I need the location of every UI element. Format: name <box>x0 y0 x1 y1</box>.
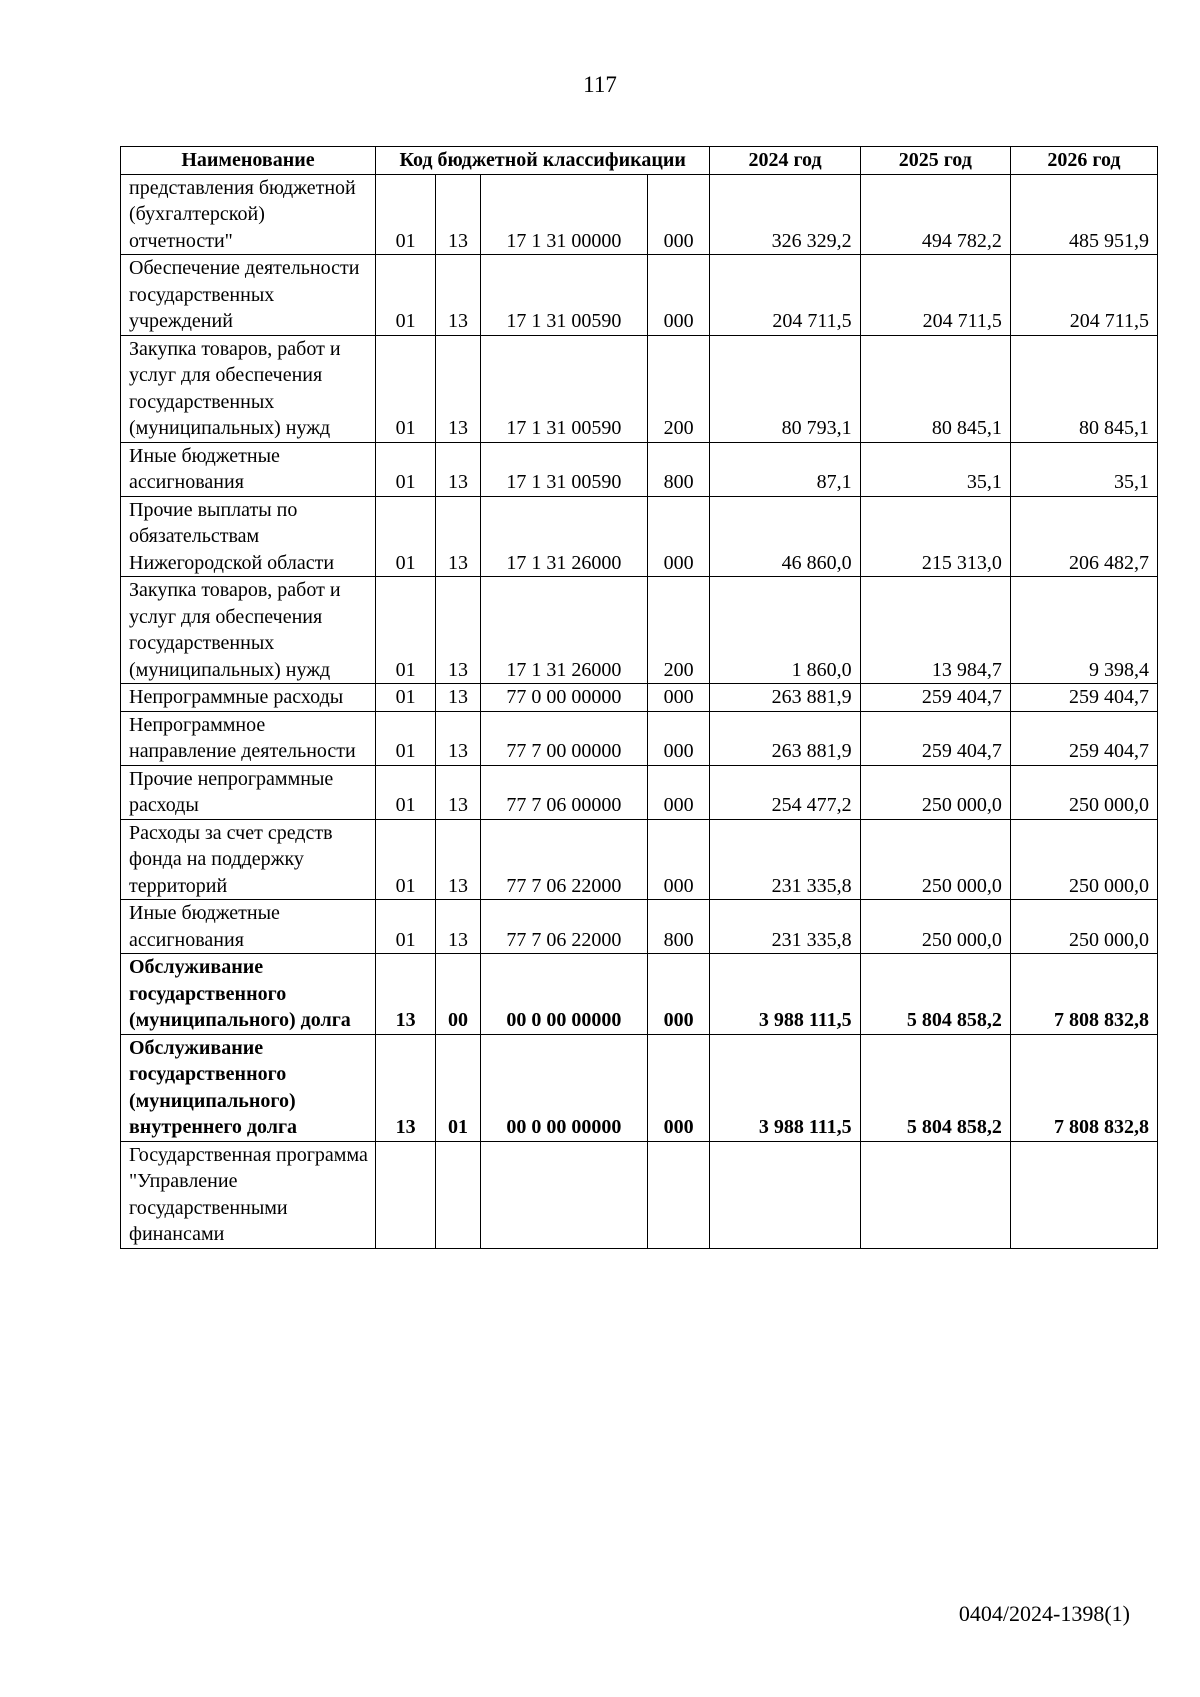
value-2026: 7 808 832,8 <box>1010 954 1157 1035</box>
code-section: 01 <box>376 900 436 954</box>
value-2025: 250 000,0 <box>860 765 1010 819</box>
table-row <box>121 174 1158 255</box>
value-2026: 250 000,0 <box>1010 819 1157 900</box>
value-2025: 494 782,2 <box>860 174 1010 255</box>
value-2024: 231 335,8 <box>710 819 860 900</box>
document-code: 0404/2024-1398(1) <box>958 1601 1130 1626</box>
code-target: 77 7 06 00000 <box>480 765 647 819</box>
value-2024: 87,1 <box>710 442 860 496</box>
code-target: 00 0 00 00000 <box>480 1034 647 1141</box>
value-2024: 263 881,9 <box>710 684 860 712</box>
value-2025: 250 000,0 <box>860 819 1010 900</box>
code-section: 01 <box>376 335 436 442</box>
value-2025: 215 313,0 <box>860 496 1010 577</box>
row-name: представления бюджетной (бухгалтерской) отчетности" <box>121 174 376 255</box>
value-2026: 35,1 <box>1010 442 1157 496</box>
budget-table <box>120 146 1158 1249</box>
value-2024: 263 881,9 <box>710 711 860 765</box>
code-section: 01 <box>376 711 436 765</box>
table-row <box>121 711 1158 765</box>
code-target: 17 1 31 00590 <box>480 335 647 442</box>
value-2026: 250 000,0 <box>1010 765 1157 819</box>
code-target: 77 7 06 22000 <box>480 900 647 954</box>
value-2025: 35,1 <box>860 442 1010 496</box>
row-name: Закупка товаров, работ и услуг для обеспечения государственных (муниципальных) нужд <box>121 577 376 684</box>
header-2024: 2024 год <box>710 147 860 175</box>
value-2024: 1 860,0 <box>710 577 860 684</box>
value-2026: 485 951,9 <box>1010 174 1157 255</box>
value-2025: 204 711,5 <box>860 255 1010 336</box>
code-expense-type: 000 <box>647 174 709 255</box>
value-2025: 5 804 858,2 <box>860 1034 1010 1141</box>
code-subsection: 13 <box>436 711 480 765</box>
value-2026: 80 845,1 <box>1010 335 1157 442</box>
code-target: 17 1 31 00000 <box>480 174 647 255</box>
row-name: Обслуживание государственного (муниципального) долга <box>121 954 376 1035</box>
code-subsection: 13 <box>436 335 480 442</box>
code-section <box>376 1141 436 1248</box>
value-2025: 80 845,1 <box>860 335 1010 442</box>
code-subsection: 13 <box>436 819 480 900</box>
value-2025 <box>860 1141 1010 1248</box>
code-subsection: 13 <box>436 900 480 954</box>
value-2024: 3 988 111,5 <box>710 1034 860 1141</box>
table-row <box>121 1141 1158 1248</box>
value-2025: 259 404,7 <box>860 711 1010 765</box>
code-section: 01 <box>376 174 436 255</box>
code-expense-type: 800 <box>647 442 709 496</box>
code-subsection: 13 <box>436 765 480 819</box>
row-name: Обслуживание государственного (муниципального) внутреннего долга <box>121 1034 376 1141</box>
code-target: 17 1 31 26000 <box>480 496 647 577</box>
table-header-row <box>121 147 1158 175</box>
table-row <box>121 577 1158 684</box>
code-section: 01 <box>376 819 436 900</box>
code-target: 77 7 06 22000 <box>480 819 647 900</box>
code-subsection <box>436 1141 480 1248</box>
value-2025: 259 404,7 <box>860 684 1010 712</box>
value-2024 <box>710 1141 860 1248</box>
code-section: 01 <box>376 577 436 684</box>
code-target: 77 7 00 00000 <box>480 711 647 765</box>
table-row <box>121 496 1158 577</box>
row-name: Прочие непрограммные расходы <box>121 765 376 819</box>
table-row <box>121 765 1158 819</box>
code-expense-type: 000 <box>647 819 709 900</box>
row-name: Обеспечение деятельности государственных учреждений <box>121 255 376 336</box>
code-expense-type: 000 <box>647 765 709 819</box>
code-expense-type: 000 <box>647 255 709 336</box>
code-section: 13 <box>376 954 436 1035</box>
table-row <box>121 684 1158 712</box>
row-name: Иные бюджетные ассигнования <box>121 442 376 496</box>
table-row <box>121 900 1158 954</box>
header-name: Наименование <box>121 147 376 175</box>
value-2024: 326 329,2 <box>710 174 860 255</box>
value-2026: 204 711,5 <box>1010 255 1157 336</box>
header-2026: 2026 год <box>1010 147 1157 175</box>
code-subsection: 13 <box>436 577 480 684</box>
value-2026: 7 808 832,8 <box>1010 1034 1157 1141</box>
table-row-total <box>121 954 1158 1035</box>
row-name: Расходы за счет средств фонда на поддержку территорий <box>121 819 376 900</box>
code-section: 01 <box>376 684 436 712</box>
code-section: 01 <box>376 442 436 496</box>
table-row <box>121 442 1158 496</box>
code-section: 01 <box>376 255 436 336</box>
table-row <box>121 335 1158 442</box>
value-2026: 259 404,7 <box>1010 684 1157 712</box>
value-2026: 206 482,7 <box>1010 496 1157 577</box>
code-subsection: 13 <box>436 255 480 336</box>
table-row <box>121 819 1158 900</box>
row-name: Непрограммное направление деятельности <box>121 711 376 765</box>
code-section: 01 <box>376 496 436 577</box>
header-code: Код бюджетной классификации <box>376 147 710 175</box>
code-expense-type: 200 <box>647 335 709 442</box>
value-2026: 250 000,0 <box>1010 900 1157 954</box>
value-2025: 13 984,7 <box>860 577 1010 684</box>
code-expense-type: 200 <box>647 577 709 684</box>
value-2024: 46 860,0 <box>710 496 860 577</box>
header-2025: 2025 год <box>860 147 1010 175</box>
table-row-total <box>121 1034 1158 1141</box>
code-expense-type: 000 <box>647 496 709 577</box>
code-expense-type <box>647 1141 709 1248</box>
value-2025: 5 804 858,2 <box>860 954 1010 1035</box>
code-expense-type: 000 <box>647 711 709 765</box>
row-name: Прочие выплаты по обязательствам Нижегородской области <box>121 496 376 577</box>
code-subsection: 13 <box>436 496 480 577</box>
code-section: 01 <box>376 765 436 819</box>
row-name: Иные бюджетные ассигнования <box>121 900 376 954</box>
row-name: Закупка товаров, работ и услуг для обеспечения государственных (муниципальных) нужд <box>121 335 376 442</box>
code-subsection: 01 <box>436 1034 480 1141</box>
value-2025: 250 000,0 <box>860 900 1010 954</box>
page-number: 117 <box>583 72 617 97</box>
code-subsection: 13 <box>436 684 480 712</box>
code-subsection: 13 <box>436 442 480 496</box>
value-2024: 3 988 111,5 <box>710 954 860 1035</box>
value-2024: 204 711,5 <box>710 255 860 336</box>
code-target <box>480 1141 647 1248</box>
code-subsection: 00 <box>436 954 480 1035</box>
value-2024: 80 793,1 <box>710 335 860 442</box>
code-target: 17 1 31 00590 <box>480 442 647 496</box>
value-2026: 259 404,7 <box>1010 711 1157 765</box>
code-expense-type: 000 <box>647 684 709 712</box>
code-target: 17 1 31 00590 <box>480 255 647 336</box>
code-expense-type: 800 <box>647 900 709 954</box>
value-2026 <box>1010 1141 1157 1248</box>
table-row <box>121 255 1158 336</box>
code-section: 13 <box>376 1034 436 1141</box>
row-name: Непрограммные расходы <box>121 684 376 712</box>
value-2024: 231 335,8 <box>710 900 860 954</box>
code-target: 00 0 00 00000 <box>480 954 647 1035</box>
code-target: 77 0 00 00000 <box>480 684 647 712</box>
value-2026: 9 398,4 <box>1010 577 1157 684</box>
code-expense-type: 000 <box>647 954 709 1035</box>
code-target: 17 1 31 26000 <box>480 577 647 684</box>
code-expense-type: 000 <box>647 1034 709 1141</box>
value-2024: 254 477,2 <box>710 765 860 819</box>
row-name: Государственная программа "Управление государственными финансами <box>121 1141 376 1248</box>
code-subsection: 13 <box>436 174 480 255</box>
